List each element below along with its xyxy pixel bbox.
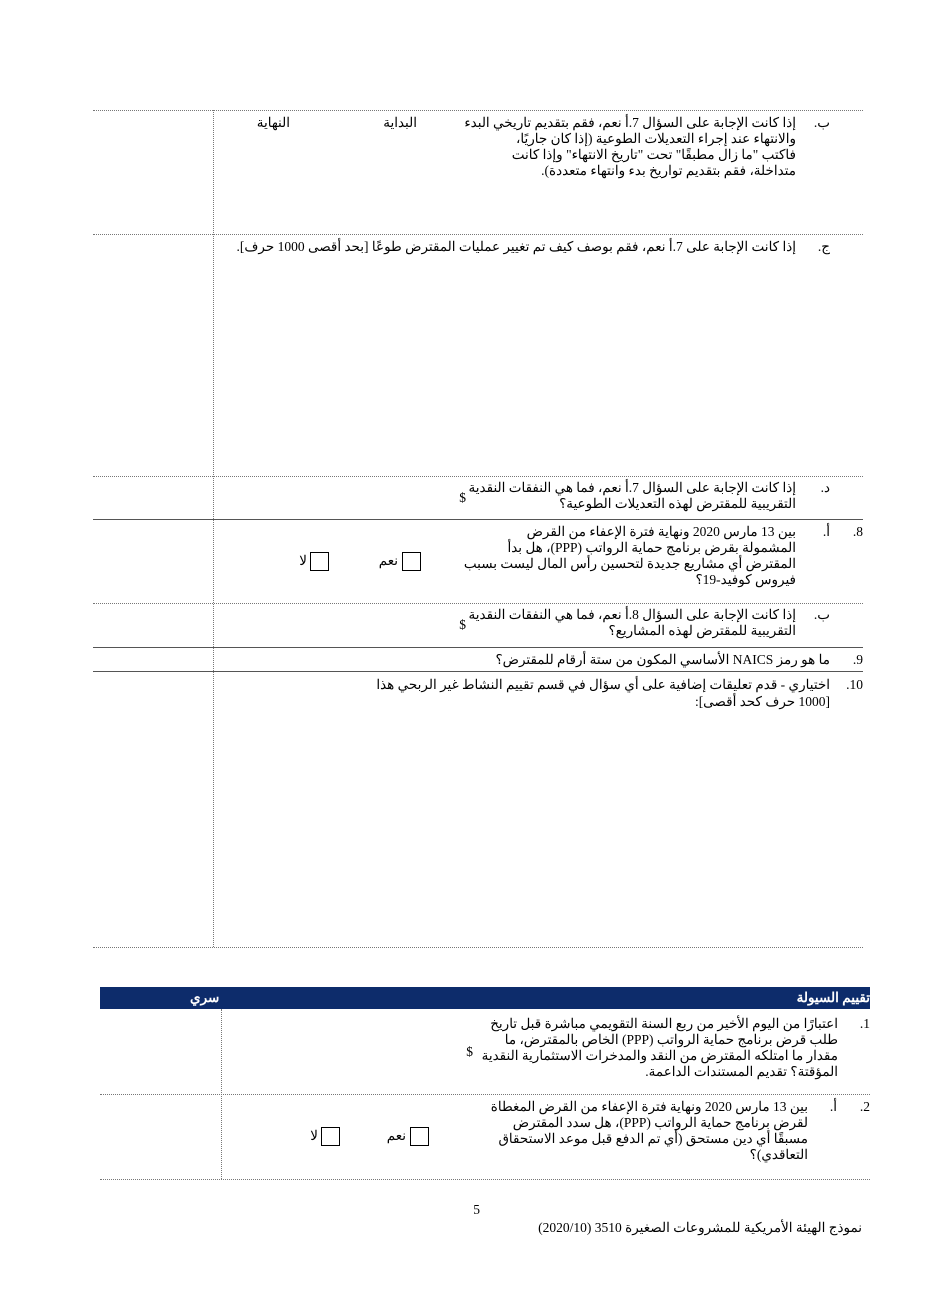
q8b-marker: ب. [813,607,830,622]
row-line-7d [93,476,863,477]
start-date-label: البداية [383,115,417,130]
row-line-7c [93,234,863,235]
q7d-currency: $ [459,490,466,505]
q10-number: 10. [846,677,863,692]
liq-q2-marker: أ. [829,1099,837,1114]
liq-q1-line-2: طلب قرض برنامج حماية الرواتب (PPP) الخاص بالمقترض، ما [504,1032,838,1047]
liquidity-header-bar [100,987,870,1009]
q7b-line-3: فاكتب "ما زال مطبقًا" تحت "تاريخ الانتهاء" وإذا كانت [511,147,796,162]
q8b-line-1: إذا كانت الإجابة على السؤال 8.أ نعم، فما هي النفقات النقدية [468,607,796,622]
q8a-yes-label: نعم [378,553,398,568]
liq-q2-no-checkbox[interactable] [321,1127,340,1146]
form-name: نموذج الهيئة الأمريكية للمشروعات الصغيرة 3510 (2020/10) [538,1220,862,1235]
liquidity-title: تقييم السيولة [796,990,870,1005]
liq-q2-number: 2. [859,1099,870,1114]
q7b-marker: ب. [813,115,830,130]
liq-q1-currency: $ [466,1044,473,1059]
q8a-yes-checkbox[interactable] [402,552,421,571]
q8a-line-3: المقترض أي مشاريع جديدة لتحسين رأس المال ليست بسبب [463,556,796,571]
q8b-currency: $ [459,617,466,632]
q7d-line-2: التقريبية للمقترض لهذه التعديلات الطوعية؟ [559,496,796,511]
q8a-no-label: لا [299,553,307,568]
liq-q1-line-3: مقدار ما امتلكه المقترض من النقد والمدخرات الاستثمارية النقدية [481,1048,838,1063]
liq-q2-line-4: التعاقدي)؟ [749,1147,808,1162]
liq-q2-line-2: لقرض برنامج حماية الرواتب (PPP)، هل سدد المقترض [512,1115,808,1130]
end-date-label: النهاية [256,115,290,130]
q7b-line-2: والانتهاء عند إجراء التعديلات الطوعية (إذا كان جاريًا، [516,131,796,146]
q7b-line-4: متداخلة، فقم بتقديم تواريخ بدء وانتهاء متعددة). [541,163,796,178]
liquidity-row-line-bottom [100,1179,870,1180]
q9-text: ما هو رمز NAICS الأساسي المكون من ستة أرقام للمقترض؟ [495,652,830,667]
q9-number: 9. [852,652,863,667]
q8b-line-2: التقريبية للمقترض لهذه المشاريع؟ [608,623,796,638]
column-divider [213,110,214,947]
q10-line-2: [1000 حرف كحد أقصى]: [694,694,830,709]
liq-q2-yes-checkbox[interactable] [410,1127,429,1146]
row-line-bottom [93,947,863,948]
confidential-label: سري [190,990,220,1005]
q8a-marker: أ. [822,524,830,539]
liq-q2-no-label: لا [310,1128,318,1143]
page-number: 5 [473,1202,480,1217]
q7d-line-1: إذا كانت الإجابة على السؤال 7.أ نعم، فما هي النفقات النقدية [468,480,796,495]
q7b-line-1: إذا كانت الإجابة على السؤال 7.أ نعم، فقم بتقديم تاريخي البدء [464,115,796,130]
q8a-line-4: فيروس كوفيد-19؟ [695,572,796,587]
liq-q2-line-3: مسبقًا أي دين مستحق (أي تم الدفع قبل موعد الاستحقاق [498,1131,808,1146]
row-line-8 [93,519,863,520]
q8-number: 8. [852,524,863,539]
row-line-10 [93,671,863,672]
row-line-top [93,110,863,111]
row-line-9 [93,647,863,648]
q8a-no-checkbox[interactable] [310,552,329,571]
q7c-text: إذا كانت الإجابة على 7.أ نعم، فقم بوصف كيف تم تغيير عمليات المقترض طوعًا [بحد أقصى 1000 حرف]. [236,239,796,254]
liq-q1-line-1: اعتبارًا من اليوم الأخير من ربع السنة التقويمي مباشرة قبل تاريخ [490,1016,838,1031]
q10-line-1: اختياري - قدم تعليقات إضافية على أي سؤال في قسم تقييم النشاط غير الربحي هذا [376,677,830,692]
q8a-line-1: بين 13 مارس 2020 ونهاية فترة الإعفاء من القرض [526,524,796,539]
q7c-marker: ج. [817,239,830,254]
liquidity-row-line-2 [100,1094,870,1095]
liq-q2-line-1: بين 13 مارس 2020 ونهاية فترة الإعفاء من القرض المغطاة [490,1099,808,1114]
row-line-8b [93,603,863,604]
liq-q2-yes-label: نعم [386,1128,406,1143]
q7d-marker: د. [820,480,830,495]
liq-q1-line-4: المؤقتة؟ تقديم المستندات الداعمة. [645,1064,838,1079]
q8a-line-2: المشمولة بقرض برنامج حماية الرواتب (PPP)، هل بدأ [507,540,796,555]
liq-q1-number: 1. [859,1016,870,1031]
